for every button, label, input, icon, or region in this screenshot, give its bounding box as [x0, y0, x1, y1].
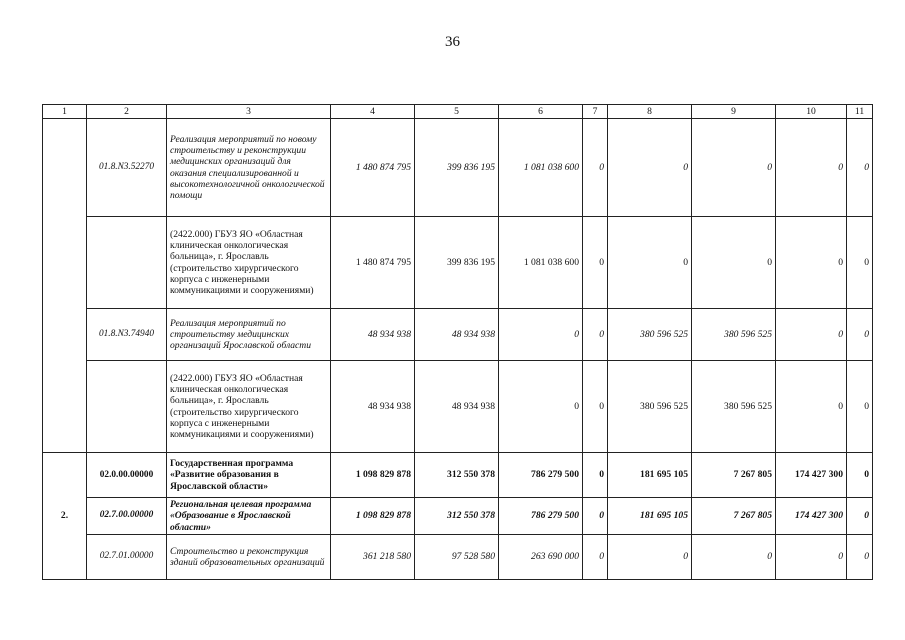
- amount-cell: 0: [776, 534, 847, 579]
- table-row: [43, 498, 873, 535]
- amount-cell: 0: [847, 309, 873, 361]
- amount-cell: 0: [692, 119, 776, 217]
- column-header: 9: [692, 105, 776, 119]
- code-cell: 02.0.00.00000: [87, 453, 167, 498]
- table-row: [43, 119, 873, 217]
- column-header: 2: [87, 105, 167, 119]
- amount-cell: 0: [847, 534, 873, 579]
- amount-cell: 48 934 938: [415, 361, 499, 453]
- amount-cell: 380 596 525: [692, 361, 776, 453]
- amount-cell: 0: [847, 453, 873, 498]
- amount-cell: 786 279 500: [499, 453, 583, 498]
- code-cell: 02.7.00.00000: [87, 498, 167, 535]
- name-cell: Реализация мероприятий по новому строительству и реконструкции медицинских организаций для оказания специализированной и высокотехнологичной онкологической помощи: [167, 119, 331, 217]
- code-cell: [87, 361, 167, 453]
- amount-cell: 48 934 938: [415, 309, 499, 361]
- amount-cell: 312 550 378: [415, 453, 499, 498]
- amount-cell: 0: [499, 309, 583, 361]
- table-row: [43, 361, 873, 453]
- name-cell: Региональная целевая программа «Образование в Ярославской области»: [167, 498, 331, 535]
- amount-cell: 361 218 580: [331, 534, 415, 579]
- page-number: 36: [445, 34, 460, 50]
- amount-cell: 399 836 195: [415, 119, 499, 217]
- amount-cell: 1 098 829 878: [331, 498, 415, 535]
- amount-cell: 0: [583, 119, 608, 217]
- amount-cell: 0: [583, 361, 608, 453]
- table-row: [43, 309, 873, 361]
- column-header: 3: [167, 105, 331, 119]
- amount-cell: 1 081 038 600: [499, 119, 583, 217]
- amount-cell: 263 690 000: [499, 534, 583, 579]
- name-cell: Реализация мероприятий по строительству медицинских организаций Ярославской области: [167, 309, 331, 361]
- amount-cell: 97 528 580: [415, 534, 499, 579]
- amount-cell: 380 596 525: [692, 309, 776, 361]
- name-cell: (2422.000) ГБУЗ ЯО «Областная клиническая онкологическая больница», г. Ярославль (строительство хирургического корпуса с инженерными коммуникациями и сооружениями): [167, 361, 331, 453]
- amount-cell: 1 098 829 878: [331, 453, 415, 498]
- amount-cell: 786 279 500: [499, 498, 583, 535]
- amount-cell: 0: [583, 453, 608, 498]
- amount-cell: 380 596 525: [608, 361, 692, 453]
- amount-cell: 0: [608, 217, 692, 309]
- row-index-cell: 2.: [43, 453, 87, 580]
- amount-cell: 0: [847, 361, 873, 453]
- amount-cell: 312 550 378: [415, 498, 499, 535]
- column-header: 11: [847, 105, 873, 119]
- amount-cell: 0: [583, 309, 608, 361]
- amount-cell: 174 427 300: [776, 453, 847, 498]
- amount-cell: 1 480 874 795: [331, 119, 415, 217]
- amount-cell: 0: [692, 217, 776, 309]
- table-row: [43, 217, 873, 309]
- column-header: 1: [43, 105, 87, 119]
- amount-cell: 0: [776, 217, 847, 309]
- name-cell: (2422.000) ГБУЗ ЯО «Областная клиническая онкологическая больница», г. Ярославль (строительство хирургического корпуса с инженерными коммуникациями и сооружениями): [167, 217, 331, 309]
- column-header: 5: [415, 105, 499, 119]
- amount-cell: 48 934 938: [331, 361, 415, 453]
- amount-cell: 0: [583, 217, 608, 309]
- amount-cell: 174 427 300: [776, 498, 847, 535]
- code-cell: 01.8.N3.74940: [87, 309, 167, 361]
- amount-cell: 0: [847, 498, 873, 535]
- name-cell: Строительство и реконструкция зданий образовательных организаций: [167, 534, 331, 579]
- column-header: 7: [583, 105, 608, 119]
- amount-cell: 0: [583, 498, 608, 535]
- table-header-row: [43, 105, 873, 119]
- code-cell: [87, 217, 167, 309]
- amount-cell: 181 695 105: [608, 498, 692, 535]
- amount-cell: 0: [776, 309, 847, 361]
- name-cell: Государственная программа «Развитие образования в Ярославской области»: [167, 453, 331, 498]
- amount-cell: 0: [847, 217, 873, 309]
- amount-cell: 0: [776, 361, 847, 453]
- amount-cell: 0: [499, 361, 583, 453]
- amount-cell: 0: [608, 534, 692, 579]
- amount-cell: 1 081 038 600: [499, 217, 583, 309]
- code-cell: 02.7.01.00000: [87, 534, 167, 579]
- amount-cell: 0: [776, 119, 847, 217]
- budget-table: [42, 104, 873, 580]
- column-header: 10: [776, 105, 847, 119]
- amount-cell: 0: [608, 119, 692, 217]
- amount-cell: 399 836 195: [415, 217, 499, 309]
- amount-cell: 0: [583, 534, 608, 579]
- amount-cell: 0: [692, 534, 776, 579]
- amount-cell: 7 267 805: [692, 453, 776, 498]
- amount-cell: 1 480 874 795: [331, 217, 415, 309]
- column-header: 4: [331, 105, 415, 119]
- table-row: [43, 534, 873, 579]
- amount-cell: 48 934 938: [331, 309, 415, 361]
- amount-cell: 380 596 525: [608, 309, 692, 361]
- column-header: 8: [608, 105, 692, 119]
- row-index-cell: [43, 119, 87, 453]
- amount-cell: 7 267 805: [692, 498, 776, 535]
- column-header: 6: [499, 105, 583, 119]
- amount-cell: 0: [847, 119, 873, 217]
- code-cell: 01.8.N3.52270: [87, 119, 167, 217]
- table-row: [43, 453, 873, 498]
- amount-cell: 181 695 105: [608, 453, 692, 498]
